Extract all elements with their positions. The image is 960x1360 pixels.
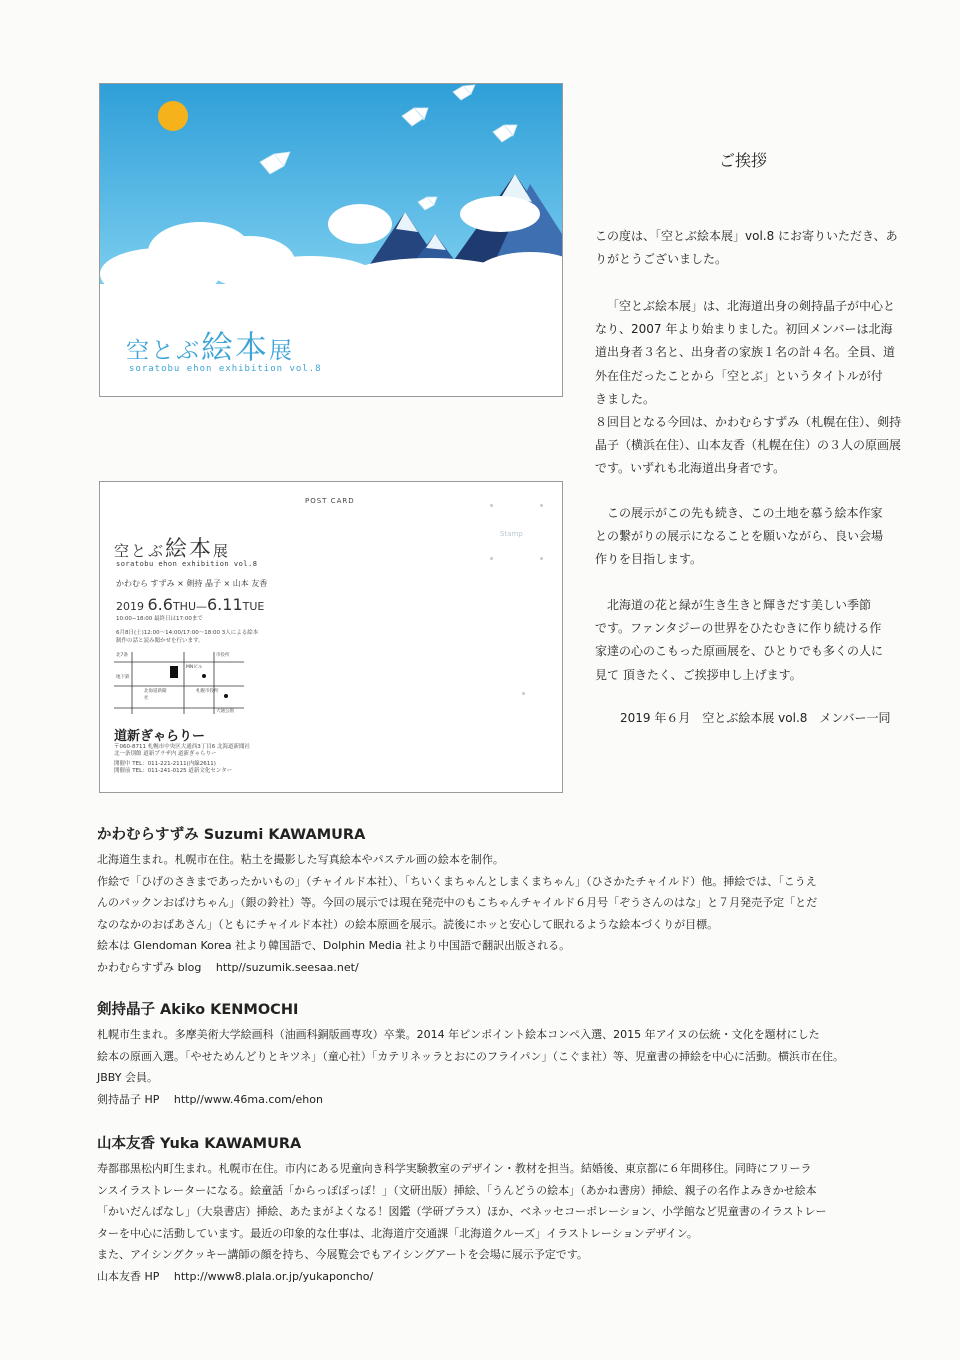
gallery-name: 道新ぎゃらりー [114,729,206,744]
greeting-paragraph: 北海道の花と緑が生き生きと輝きだす美しい季節 です。ファンタジーの世界をひたむきに作り続ける作 家達の心のこもった原画展を、ひとりでも多くの人に 見て 頂きたく、ご挨拶申し上げます。 [595,598,884,682]
greeting-signature: 2019 年６月 空とぶ絵本展 vol.8 メンバー一同 [620,711,891,725]
corner-dot [540,504,543,507]
opening-hours: 10:00−18:00 最終日は17:00まで [116,616,203,622]
artist-name: かわむらすずみ Suzumi KAWAMURA [97,827,366,843]
map-label: 北海道新聞社 [144,689,167,701]
artist-link[interactable]: 山本友香 HP http://www8.plala.or.jp/yukaponcho/ [97,1269,374,1283]
access-map [114,652,249,714]
map-label: 市役所 [216,653,230,658]
map-label: 地下鉄 [116,675,130,680]
corner-dot [490,504,493,507]
stamp-label: Stamp [500,530,523,538]
poster-image [99,83,563,397]
map-lines [114,652,249,714]
corner-dot [540,557,543,560]
postcard-subtitle: soratobu ehon exhibition vol.8 [116,560,258,568]
greeting-paragraph: この度は、「空とぶ絵本展」vol.8 にお寄りいただき、あ りがとうございました。 [595,229,898,267]
artist-bio: 北海道生まれ。札幌市在住。粘土を撮影した写真絵本やパステル画の絵本を制作。 作絵で「ひげのさきまであったかいもの」（チャイルド本社）、「ちいくまちゃんとしまくまちゃん」（ひさかたチャイルド）他。挿絵では、「こうえ んのパックンおばけちゃん」（銀の鈴社）等。今回の展示では現在発売中のもこちゃんチャイルド６月号「ぞうさんのはな」と７月発売予定「とだ なのなかのおばあさん」（ともにチャイルド本社）の絵本原画を展示。読後にホッと安心して眠れるような絵本づくりが目標。 絵本は Glendoman Korea 社より韓国語で、Dolphin Media 社より中国語で翻訳出版される。 かわむらすずみ blog http//suzumik.seesaa.net/ [97,849,897,978]
corner-dot [522,692,525,695]
artist-name: 剣持晶子 Akiko KENMOCHI [97,1002,299,1018]
postcard-header: POST CARD [305,497,355,505]
event-note-2: 制作の話と読み聞かせを行います。 [116,638,204,644]
corner-dot [490,557,493,560]
greeting-paragraph: 「空とぶ絵本展」は、北海道出身の剣持晶子が中心と なり、2007 年より始まりました。初回メンバーは北海 道出身者３名と、出身者の家族１名の計４名。全員、道 外在住だったことから「空とぶ」というタイトルが付 きました。 ８回目となる今回は、かわむらすずみ（札幌在住）、剣持 晶子（横浜在住）、山本友香（札幌在住）の３人の原画展 です。いずれも北海道出身者です。 [595,299,902,476]
artist-bio: 札幌市生まれ。多摩美術大学絵画科（油画科銅版画専攻）卒業。2014 年ピンポイント絵本コンペ入選、2015 年アイヌの伝統・文化を題材にした 絵本の原画入選。「やせためんどりとキツネ」（童心社）「カテリネッラとおにのフライパン」（こぐま社）等、児童書の挿絵を中心に活動。横浜市在住。 JBBY 会員。 剣持晶子 HP http//www.46ma.com/ehon [97,1024,897,1110]
artist-link[interactable]: 剣持晶子 HP http//www.46ma.com/ehon [97,1092,323,1106]
greeting-title: ご挨拶 [719,151,768,170]
map-label: 札幌市役所 [196,689,219,694]
exhibition-dates: 2019 6.6THU—6.11TUE [116,595,265,614]
artist-names: かわむら すずみ × 剣持 晶子 × 山本 友香 [116,579,268,588]
poster-subtitle: soratobu ehon exhibition vol.8 [129,364,322,374]
greeting-paragraph: この展示がこの先も続き、この土地を慕う絵本作家 との繋がりの展示になることを願いながら、良い会場 作りを目指します。 [595,506,884,567]
postcard-image [99,481,563,793]
map-label: 大通公園 [216,709,234,714]
map-label: MNビル [186,665,203,670]
artist-name: 山本友香 Yuka KAWAMURA [97,1136,302,1152]
artist-link[interactable]: かわむらすずみ blog http//suzumik.seesaa.net/ [97,960,359,974]
poster-title: 空とぶ絵本展 [126,328,295,366]
gallery-address: 〒060-8711 札幌市中央区大通西3丁目6 北海道新聞社 北一条別館 道新プラザ内 道新ぎゃらりー 開催中 TEL：011-221-2111(内線2611) 開催前 TEL：011-241-0125 道新文化センター [114,744,250,774]
map-label: 北7条 [116,653,128,658]
artist-bio: 寿都郡黒松内町生まれ。札幌市在住。市内にある児童向き科学実験教室のデザイン・教材を担当。結婚後、東京都に６年間移住。同時にフリーラ ンスイラストレーターになる。絵童話「からっぽぽっぽ！」（文研出版）挿絵、「うんどうの絵本」（あかね書房）挿絵、親子の名作よみきかせ絵本 「かいだんばなし」（大泉書店）挿絵、あたまがよくなる！図鑑（学研プラス）ほか、ベネッセコーポレーション、小学館など児童書のイラストレー ターを中心に活動しています。最近の印象的な仕事は、北海道庁交通課「北海道クルーズ」イラストレーションデザイン。 また、アイシングクッキー講師の顔を持ち、今展覧会でもアイシングアートを会場に展示予定です。 山本友香 HP http://www8.plala.or.jp/yukaponcho/ [97,1158,897,1287]
sun-icon [158,101,188,131]
event-note-1: 6月8日(土)12:00〜14:00/17:00〜18:00 3人による絵本 [116,630,259,636]
postcard-title: 空とぶ絵本展 [114,537,231,562]
